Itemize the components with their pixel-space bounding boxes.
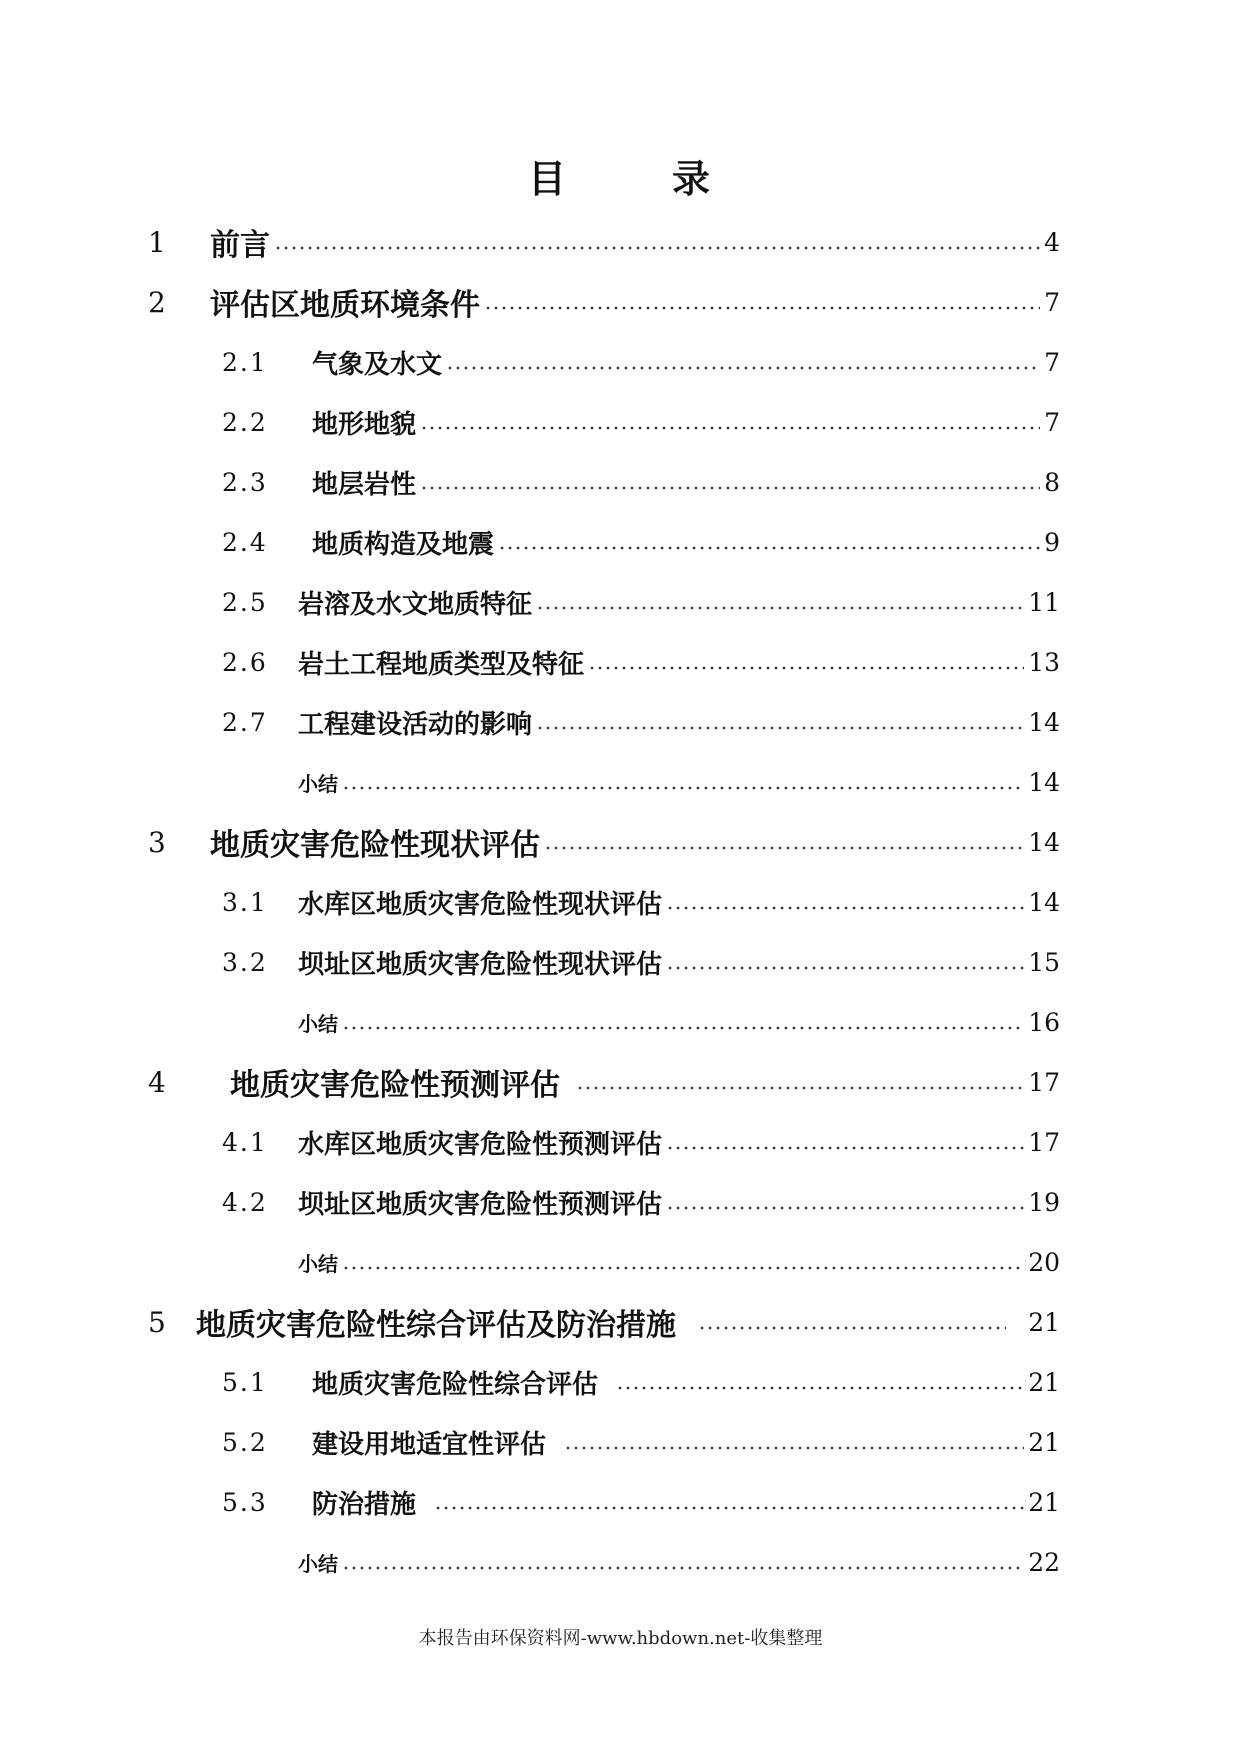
toc-entry-3-1[interactable] <box>222 882 1060 922</box>
toc-label: 岩溶及水文地质特征 <box>298 589 533 620</box>
toc-entry-2-7[interactable] <box>222 702 1060 742</box>
toc-number: 5.2 <box>222 1427 268 1457</box>
toc-page: 21 <box>1028 1307 1060 1337</box>
toc-page: 16 <box>1028 1007 1060 1037</box>
toc-label: 水库区地质灾害危险性预测评估 <box>298 1129 663 1160</box>
toc-number: 2.6 <box>222 647 268 677</box>
toc-leader <box>536 726 1024 730</box>
toc-label: 地质构造及地震 <box>312 529 495 560</box>
toc-label: 小结 <box>298 1251 338 1276</box>
toc-leader <box>342 786 1024 790</box>
toc-leader <box>342 1566 1024 1570</box>
toc-page: 15 <box>1028 947 1060 977</box>
toc-number: 2 <box>148 285 166 319</box>
toc-leader <box>698 1326 1006 1330</box>
toc-label: 坝址区地质灾害危险性预测评估 <box>298 1189 663 1220</box>
toc-leader <box>666 1206 1024 1210</box>
toc-page: 19 <box>1028 1187 1060 1217</box>
toc-page: 9 <box>1044 527 1060 557</box>
toc-number: 3 <box>148 825 166 859</box>
title-char-1: 目 <box>528 156 570 201</box>
toc-entry-5[interactable] <box>148 1302 1060 1342</box>
toc-number: 4.1 <box>222 1127 268 1157</box>
toc-number: 2.4 <box>222 527 268 557</box>
toc-leader <box>484 306 1040 310</box>
toc-entry-2-1[interactable] <box>222 342 1060 382</box>
toc-leader <box>564 1446 1024 1450</box>
toc-number: 2.5 <box>222 587 268 617</box>
toc-page: 17 <box>1028 1127 1060 1157</box>
toc-entry-summary-2[interactable] <box>298 762 1060 802</box>
toc-number: 2.1 <box>222 347 268 377</box>
toc-label: 地质灾害危险性现状评估 <box>210 828 540 863</box>
toc-page: 8 <box>1044 467 1060 497</box>
toc-label: 地质灾害危险性综合评估及防治措施 <box>196 1308 676 1343</box>
title-char-2: 录 <box>672 156 714 201</box>
toc-label: 小结 <box>298 1551 338 1576</box>
toc-leader <box>420 486 1040 490</box>
toc-number: 5.3 <box>222 1487 268 1517</box>
toc-page: 14 <box>1028 887 1060 917</box>
toc-entry-summary-4[interactable] <box>298 1242 1060 1282</box>
toc-label: 工程建设活动的影响 <box>298 709 533 740</box>
toc-number: 2.2 <box>222 407 268 437</box>
toc-page: 14 <box>1028 767 1060 797</box>
toc-leader <box>434 1506 1024 1510</box>
toc-number: 4.2 <box>222 1187 268 1217</box>
toc-label: 岩土工程地质类型及特征 <box>298 649 585 680</box>
toc-entry-4-1[interactable] <box>222 1122 1060 1162</box>
toc-page: 21 <box>1028 1487 1060 1517</box>
toc-entry-3[interactable] <box>148 822 1060 862</box>
toc-leader <box>666 906 1024 910</box>
toc-label: 建设用地适宜性评估 <box>312 1429 547 1460</box>
toc-entry-summary-3[interactable] <box>298 1002 1060 1042</box>
toc-label: 小结 <box>298 771 338 796</box>
toc-number: 2.3 <box>222 467 268 497</box>
toc-entry-5-3[interactable] <box>222 1482 1060 1522</box>
toc-label: 防治措施 <box>312 1489 417 1520</box>
toc-page: 17 <box>1028 1067 1060 1097</box>
toc-label: 评估区地质环境条件 <box>210 288 480 323</box>
toc-number: 2.7 <box>222 707 268 737</box>
toc-page: 7 <box>1044 287 1060 317</box>
toc-page: 22 <box>1028 1547 1060 1577</box>
toc-page: 7 <box>1044 347 1060 377</box>
toc-entry-2[interactable] <box>148 282 1060 322</box>
toc-entry-1[interactable] <box>148 222 1060 262</box>
toc-leader <box>576 1086 1024 1090</box>
toc-number: 5.1 <box>222 1367 268 1397</box>
toc-leader <box>420 426 1040 430</box>
toc-entry-5-2[interactable] <box>222 1422 1060 1462</box>
toc-label: 气象及水文 <box>312 349 443 380</box>
toc-page: 21 <box>1028 1367 1060 1397</box>
toc-page: 14 <box>1028 707 1060 737</box>
toc-entry-2-3[interactable] <box>222 462 1060 502</box>
toc-leader <box>536 606 1024 610</box>
toc-number: 5 <box>148 1305 166 1339</box>
toc-label: 地层岩性 <box>312 469 417 500</box>
toc-leader <box>498 546 1040 550</box>
toc-entry-4-2[interactable] <box>222 1182 1060 1222</box>
toc-leader <box>666 966 1024 970</box>
toc-label: 坝址区地质灾害危险性现状评估 <box>298 949 663 980</box>
toc-leader <box>342 1266 1024 1270</box>
toc-leader <box>446 366 1040 370</box>
toc-entry-2-4[interactable] <box>222 522 1060 562</box>
toc-leader <box>588 666 1024 670</box>
toc-label: 小结 <box>298 1011 338 1036</box>
toc-entry-2-5[interactable] <box>222 582 1060 622</box>
toc-page: 14 <box>1028 827 1060 857</box>
toc-entry-2-6[interactable] <box>222 642 1060 682</box>
toc-page: 21 <box>1028 1427 1060 1457</box>
toc-leader <box>616 1386 1024 1390</box>
toc-number: 4 <box>148 1065 166 1099</box>
toc-label: 地形地貌 <box>312 409 417 440</box>
toc-leader <box>666 1146 1024 1150</box>
toc-leader <box>274 246 1040 250</box>
toc-entry-5-1[interactable] <box>222 1362 1060 1402</box>
toc-page: 7 <box>1044 407 1060 437</box>
toc-page: 20 <box>1028 1247 1060 1277</box>
toc-number: 3.1 <box>222 887 268 917</box>
toc-page: 13 <box>1028 647 1060 677</box>
toc-entry-3-2[interactable] <box>222 942 1060 982</box>
toc-leader <box>544 846 1024 850</box>
toc-leader <box>342 1026 1024 1030</box>
toc-label: 水库区地质灾害危险性现状评估 <box>298 889 663 920</box>
toc-page: 4 <box>1044 227 1060 257</box>
toc-entry-summary-5[interactable] <box>298 1542 1060 1582</box>
toc-label: 地质灾害危险性预测评估 <box>230 1068 560 1103</box>
toc-page: 11 <box>1028 587 1060 617</box>
footer-note: 本报告由环保资料网-www.hbdown.net-收集整理 <box>418 1628 823 1649</box>
toc-label: 前言 <box>210 228 270 263</box>
toc-entry-4[interactable] <box>148 1062 1060 1102</box>
toc-number: 3.2 <box>222 947 268 977</box>
toc-number: 1 <box>148 225 166 259</box>
toc-label: 地质灾害危险性综合评估 <box>312 1369 599 1400</box>
toc-entry-2-2[interactable] <box>222 402 1060 442</box>
